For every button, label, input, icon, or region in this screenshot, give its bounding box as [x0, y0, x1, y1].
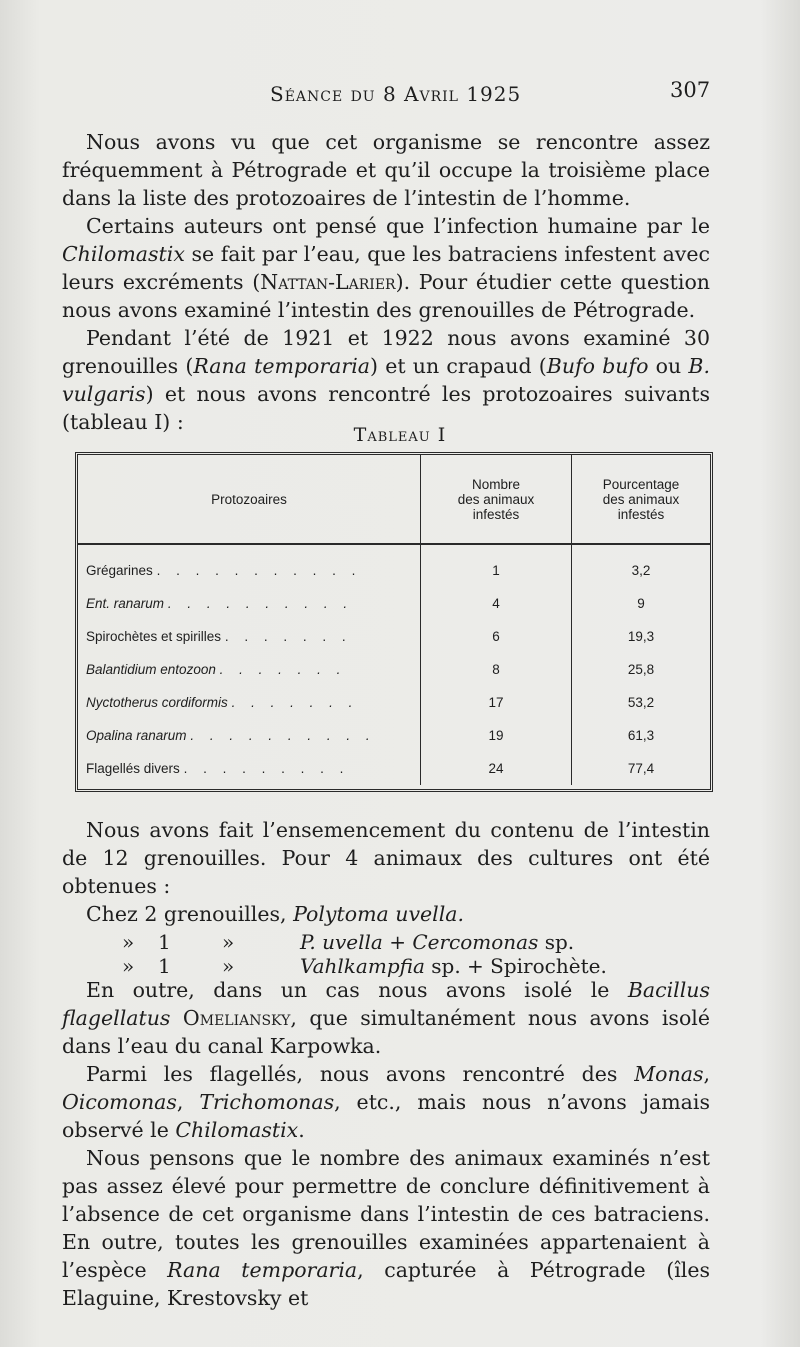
paragraph-1: Nous avons vu que cet organisme se rencontre assez fréquemment à Pétrograde et qu’il occupe la troisième place dans la liste des protozoaires de l’intestin de l’homme.: [62, 130, 710, 210]
header-pourcentage: Pourcentage des animaux infestés: [572, 455, 711, 544]
page-header: [0, 78, 800, 108]
author-name: Nattan-Larier: [260, 270, 396, 294]
culture-line-1: Chez 2 grenouilles, Polytoma uvella.: [86, 902, 465, 926]
table: [78, 455, 710, 785]
table-row: Nyctotherus cordiformis . . . . . . . 17 53,2: [78, 686, 710, 719]
body-text-bottom: [62, 816, 710, 1312]
body-text-top: [62, 128, 710, 436]
page-number: 307: [670, 78, 711, 102]
table-row: Balantidium entozoon . . . . . . . 8 25,8: [78, 653, 710, 686]
paragraph-5: En outre, dans un cas nous avons isolé le Bacillus flagellatus Omeliansky, que simultanément nous avons isolé dans l’eau du canal Karpowka.: [62, 978, 710, 1058]
header-protozoaires: Protozoaires: [78, 455, 421, 544]
table-row: Spirochètes et spirilles . . . . . . . 6 19,3: [78, 620, 710, 653]
header-nombre: Nombre des animaux infestés: [421, 455, 572, 544]
culture-line-2: » 1 » P. uvella + Cercomonas sp.: [122, 930, 575, 954]
paragraph-2: Certains auteurs ont pensé que l’infection humaine par le Chilomastix se fait par l’eau, que les batraciens infestent avec leurs excréments (Nattan-Larier). Pour étudier cette question nous avons examiné l’intestin des grenouilles de Pétrograde.: [62, 214, 710, 322]
paragraph-6: Parmi les flagellés, nous avons rencontré des Monas, Oicomonas, Trichomonas, etc., mais nous n’avons jamais observé le Chilomastix.: [62, 1062, 710, 1142]
protozoa-table: [75, 452, 713, 792]
culture-line-3: » 1 » Vahlkampfia sp. + Spirochète.: [122, 954, 607, 978]
running-title: Séance du 8 Avril 1925: [270, 82, 522, 106]
table-title: Tableau I: [353, 424, 447, 446]
table-row: Ent. ranarum . . . . . . . . . . 4 9: [78, 587, 710, 620]
paragraph-3: Pendant l’été de 1921 et 1922 nous avons examiné 30 grenouilles (Rana temporaria) et un crapaud (Bufo bufo ou B. vulgaris) et nous avons rencontré les protozoaires suivants (tableau I) :: [62, 326, 711, 434]
table-row: Flagellés divers . . . . . . . . . 24 77,4: [78, 752, 710, 785]
table-row: Opalina ranarum . . . . . . . . . . 19 61,3: [78, 719, 710, 752]
paragraph-4: Nous avons fait l’ensemencement du contenu de l’intestin de 12 grenouilles. Pour 4 animaux des cultures ont été obtenues :: [62, 818, 710, 898]
paragraph-7: Nous pensons que le nombre des animaux examinés n’est pas assez élevé pour permettre de conclure définitivement à l’absence de cet organisme dans l’intestin de ces batraciens. En outre, toutes les grenouilles examinées appartenaient à l’espèce Rana temporaria, capturée à Pétrograde (îles Elaguine, Krestovsky et: [62, 1146, 710, 1310]
table-header-row: [78, 455, 710, 544]
species-name: Chilomastix: [62, 242, 185, 266]
table-row: Grégarines . . . . . . . . . . . 1 3,2: [78, 544, 710, 587]
